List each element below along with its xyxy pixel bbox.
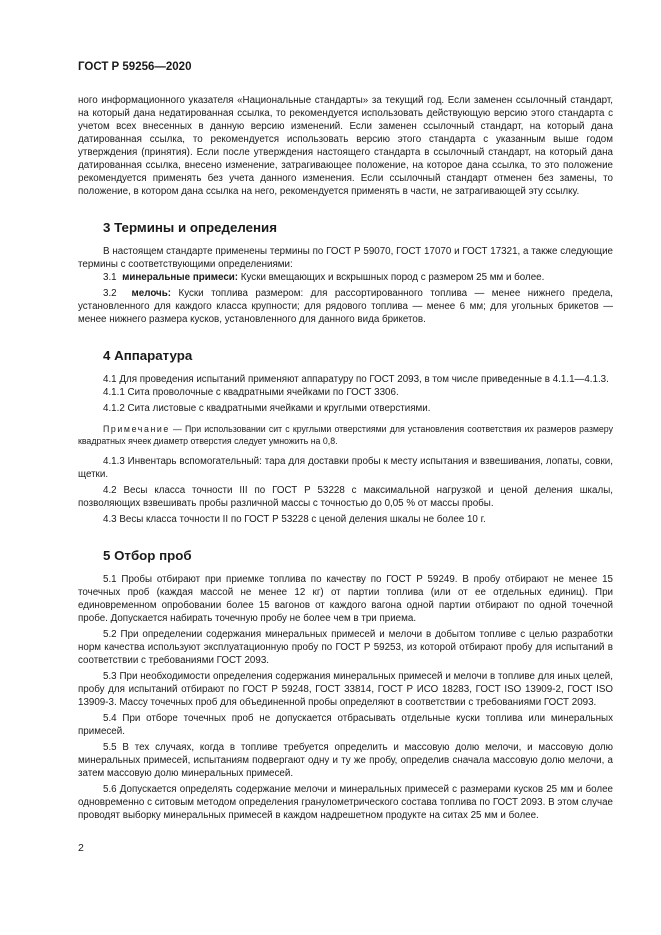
paragraph-4-2: 4.2 Весы класса точности III по ГОСТ Р 53228 с максимальной нагрузкой и ценой деления шкалы, позволяющих взвешивать пробы различной массы с точностью до 0,05 % от массы пробы. bbox=[78, 485, 613, 509]
page-content bbox=[78, 0, 613, 822]
term-3-2-number: 3.2 bbox=[103, 288, 117, 299]
term-3-2-definition: Куски топлива размером: для рассортированного топлива — менее нижнего предела, установленного для каждого класса крупности; для рядового топлива — менее 6 мм; для угольных брикетов — менее нижнего размера кусков, установленного для данного вида брикетов. bbox=[78, 288, 614, 325]
paragraph-5-3: 5.3 При необходимости определения содержания минеральных примесей и мелочи в топливе для иных целей, пробу для испытаний отбирают по ГОСТ Р 59248, ГОСТ 33814, ГОСТ Р ИСО 18283, ГОСТ ISO 13909-2, ГОСТ ISO 13909-3. Массу точечных проб для объединенной пробы определяют в соответствии с требованиями ГОСТ 2093. bbox=[78, 671, 613, 708]
term-3-2-term: мелочь: bbox=[131, 288, 172, 299]
note bbox=[78, 423, 613, 447]
paragraph-4-3: 4.3 Весы класса точности II по ГОСТ Р 53228 с ценой деления шкалы не более 10 г. bbox=[103, 514, 486, 525]
note-text: — При использовании сит с круглыми отверстиями для установления соответствия их размеров размеру квадратных ячеек диаметр отверстия следует умножить на 0,8. bbox=[78, 424, 613, 446]
paragraph-5-4: 5.4 При отборе точечных проб не допускается отбрасывать отдельные куски топлива или минеральных примесей. bbox=[78, 713, 613, 737]
paragraph-5-5: 5.5 В тех случаях, когда в топливе требуется определить и массовую долю мелочи, и массовую долю минеральных примесей, испытаниям подвергают одну и ту же пробу, определив сначала массовую долю мелочи, а затем массовую долю минеральных примесей. bbox=[78, 742, 613, 779]
paragraph-4-1-3: 4.1.3 Инвентарь вспомогательный: тара для доставки пробы к месту испытания и взвешивания, лопаты, совки, щетки. bbox=[78, 456, 613, 480]
paragraph-5-6: 5.6 Допускается определять содержание мелочи и минеральных примесей с размерами кусков 25 мм и более одновременно с ситовым методом определения гранулометрического состава топлива по ГОСТ 2093. В этом случае проводят выборку минеральных примесей в каждом надрешетном продукте на ситах 25 мм и более. bbox=[78, 784, 613, 821]
section-4-title: 4 Аппаратура bbox=[103, 348, 193, 363]
term-3-1 bbox=[78, 271, 613, 284]
paragraph-4-1-2: 4.1.2 Сита листовые с квадратными ячейками и круглыми отверстиями. bbox=[103, 403, 431, 414]
paragraph-5-1: 5.1 Пробы отбирают при приемке топлива по качеству по ГОСТ Р 59249. В пробу отбирают не менее 15 точечных проб (каждая массой не менее 12 кг) от партии топлива (или от ее отдельных единиц). При единовременном опробовании более 15 вагонов от каждого вагона одной партии отбирают по одной точечной пробе. Допускается набирать точечную пробу не более чем в три приема. bbox=[78, 574, 613, 624]
intro-paragraph: ного информационного указателя «Национальные стандарты» за текущий год. Если заменен ссылочный стандарт, на который дана недатированная ссылка, то рекомендуется использовать действующую версию этого стандарта с учетом всех внесенных в данную версию изменений. Если заменен ссылочный стандарт, на который дана датированная ссылка, то рекомендуется использовать версию этого стандарта с указанным выше годом утверждения (принятия). Если после утверждения настоящего стандарта в ссылочный стандарт, на который дана датированная ссылка, внесено изменение, затрагивающее положение, на которое дана ссылка, то это положение рекомендуется применять без учета данного изменения. Если ссылочный стандарт отменен без замены, то положение, в котором дана ссылка на него, рекомендуется применять в части, не затрагивающей эту ссылку. bbox=[78, 95, 613, 197]
term-3-1-definition: Куски вмещающих и вскрышных пород с размером 25 мм и более. bbox=[238, 272, 545, 283]
document-header: ГОСТ Р 59256—2020 bbox=[78, 61, 192, 73]
page-number: 2 bbox=[78, 842, 84, 854]
paragraph-5-2: 5.2 При определении содержания минеральных примесей и мелочи в добытом топливе с целью разработки норм качества используют эксплуатационную пробу по ГОСТ Р 59253, из которой отбирают пробу для испытаний в соответствии с требованиями ГОСТ 2093. bbox=[78, 629, 613, 666]
term-3-2 bbox=[78, 287, 613, 326]
section-3-title: 3 Термины и определения bbox=[103, 220, 277, 235]
term-3-1-term: минеральные примеси: bbox=[122, 272, 239, 283]
paragraph-4-1: 4.1 Для проведения испытаний применяют аппаратуру по ГОСТ 2093, в том числе приведенные в 4.1.1—4.1.3. bbox=[103, 374, 609, 385]
section-5-title: 5 Отбор проб bbox=[103, 548, 192, 563]
section-3-intro: В настоящем стандарте применены термины по ГОСТ Р 59070, ГОСТ 17070 и ГОСТ 17321, а также следующие термины с соответствующими определениями: bbox=[78, 246, 613, 270]
paragraph-4-1-1: 4.1.1 Сита проволочные с квадратными ячейками по ГОСТ 3306. bbox=[103, 387, 399, 398]
note-label: Примечание bbox=[103, 424, 170, 434]
term-3-1-number: 3.1 bbox=[103, 272, 117, 283]
